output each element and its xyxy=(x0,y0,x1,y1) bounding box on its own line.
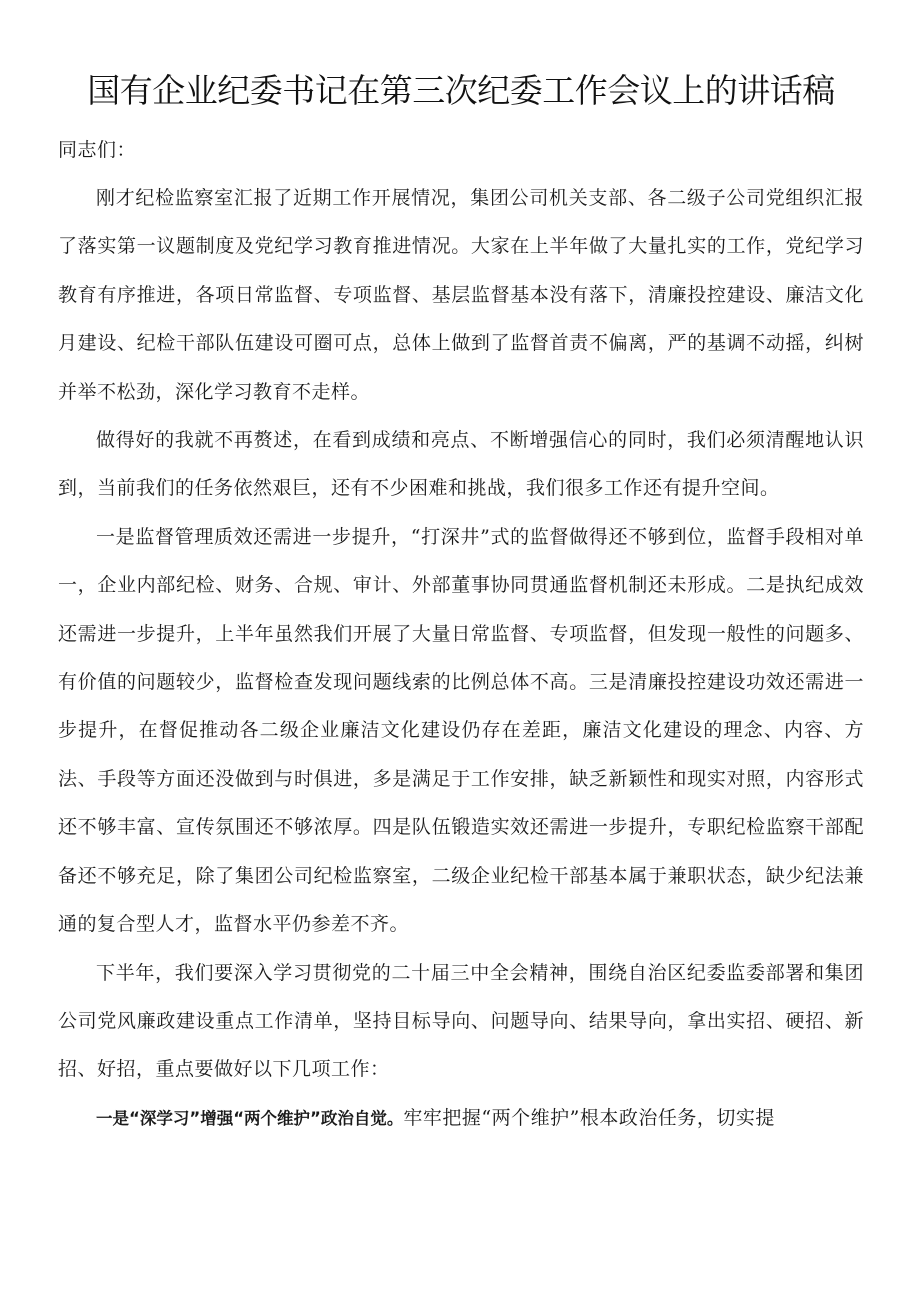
paragraph-challenges: 做得好的我就不再赘述，在看到成绩和亮点、不断增强信心的同时，我们必须清醒地认识到，当前我们的任务依然艰巨，还有不少困难和挑战，我们很多工作还有提升空间。 xyxy=(58,429,864,500)
task-one-heading: 一是“深学习”增强“两个维护”政治自觉。 xyxy=(96,1108,404,1128)
paragraph-intro: 刚才纪检监察室汇报了近期工作开展情况，集团公司机关支部、各二级子公司党组织汇报了落实第一议题制度及党纪学习教育推进情况。大家在上半年做了大量扎实的工作，党纪学习教育有序推进，各项日常监督、专项监督、基层监督基本没有落下，清廉投控建设、廉洁文化月建设、纪检干部队伍建设可圈可点，总体上做到了监督首责不偏离，严的基调不动摇，纠树并举不松劲，深化学习教育不走样。 xyxy=(58,187,864,403)
greeting: 同志们： xyxy=(58,139,137,161)
document-title: 国有企业纪委书记在第三次纪委工作会议上的讲话稿 xyxy=(87,71,835,110)
paragraph-second-half: 下半年，我们要深入学习贯彻党的二十届三中全会精神，围绕自治区纪委监委部署和集团公司党风廉政建设重点工作清单，坚持目标导向、问题导向、结果导向，拿出实招、硬招、新招、好招，重点要做好以下几项工作： xyxy=(58,961,864,1081)
task-one-text: 牢牢把握“两个维护”根本政治任务，切实提 xyxy=(403,1106,775,1129)
paragraph-problems: 一是监督管理质效还需进一步提升，“打深井”式的监督做得还不够到位，监督手段相对单一，企业内部纪检、财务、合规、审计、外部董事协同贯通监督机制还未形成。二是执纪成效还需进一步提升，上半年虽然我们开展了大量日常监督、专项监督，但发现一般性的问题多、有价值的问题较少，监督检查发现问题线索的比例总体不高。三是清廉投控建设功效还需进一步提升，在督促推动各二级企业廉洁文化建设仍存在差距，廉洁文化建设的理念、内容、方法、手段等方面还没做到与时俱进，多是满足于工作安排，缺乏新颖性和现实对照，内容形式还不够丰富、宣传氛围还不够浓厚。四是队伍锻造实效还需进一步提升，专职纪检监察干部配备还不够充足，除了集团公司纪检监察室，二级企业纪检干部基本属于兼职状态，缺少纪法兼通的复合型人才，监督水平仍参差不齐。 xyxy=(58,525,864,936)
paragraph-task-one xyxy=(58,1094,864,1143)
